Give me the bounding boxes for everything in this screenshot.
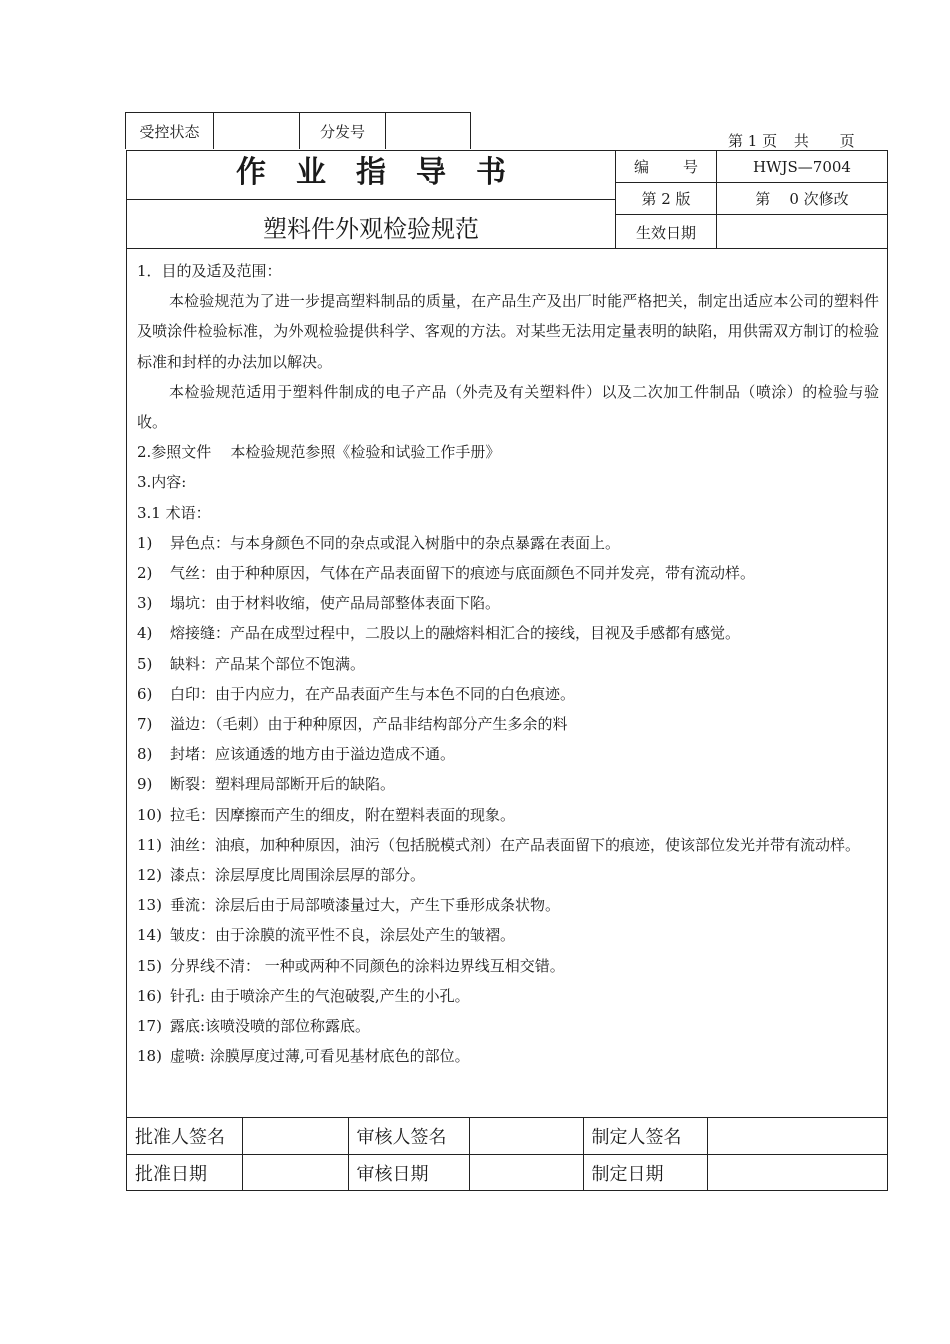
list-item-number: 6) bbox=[137, 684, 153, 703]
list-item-text: 断裂：塑料理局部断开后的缺陷。 bbox=[170, 775, 396, 794]
list-item-text: 熔接缝：产品在成型过程中，二股以上的融熔料相汇合的接线，目视及手感都有感觉。 bbox=[170, 624, 741, 643]
list-item bbox=[137, 1011, 879, 1041]
list-item bbox=[137, 709, 879, 739]
review-date-field[interactable] bbox=[469, 1155, 583, 1192]
list-item-text: 露底:该喷没喷的部位称露底。 bbox=[170, 1017, 371, 1036]
section-1-title: 1．目的及适及范围： bbox=[137, 262, 282, 280]
signature-table bbox=[126, 1117, 888, 1191]
section-3: 3.内容: bbox=[137, 473, 187, 492]
maker-sign-field[interactable] bbox=[707, 1118, 887, 1155]
review-date-label: 审核日期 bbox=[348, 1155, 469, 1192]
list-item-number: 7) bbox=[137, 715, 153, 734]
code-label-b: 号 bbox=[683, 158, 699, 176]
code-label-a: 编 bbox=[633, 158, 649, 176]
reviewer-sign-label: 审核人签名 bbox=[348, 1118, 469, 1155]
list-item-number: 5) bbox=[137, 654, 153, 673]
dist-label: 分发号 bbox=[300, 113, 386, 149]
maker-sign-label: 制定人签名 bbox=[583, 1118, 707, 1155]
code-label bbox=[616, 151, 716, 182]
section-2: 2.参照文件 本检验规范参照《检验和试验工作手册》 bbox=[137, 443, 501, 462]
revision: 第 0 次修改 bbox=[755, 190, 849, 208]
list-item-text: 漆点：涂层厚度比周围涂层厚的部分。 bbox=[170, 866, 426, 885]
list-item bbox=[137, 800, 879, 830]
list-item bbox=[137, 1041, 879, 1071]
list-item-number: 3) bbox=[137, 594, 153, 613]
list-item-text: 气丝：由于种种原因，气体在产品表面留下的痕迹与底面颜色不同并发亮，带有流动样。 bbox=[170, 564, 756, 583]
list-item bbox=[137, 769, 879, 799]
page-number: 第 1 页 bbox=[728, 132, 778, 150]
page-total-suffix: 页 bbox=[839, 132, 855, 150]
section-1-paragraph-1: 本检验规范为了进一步提高塑料制品的质量，在产品生产及出厂时能严格把关，制定出适应本公司的塑料件及喷涂件检验标准，为外观检验提供科学、客观的方法。对某些无法用定量表明的缺陷，用供需双方制订的检验标准和封样的办法加以解决。 bbox=[137, 292, 879, 371]
page-title: 作业指导书 bbox=[236, 155, 536, 190]
make-date-label: 制定日期 bbox=[583, 1155, 707, 1192]
list-item bbox=[137, 890, 879, 920]
list-item bbox=[137, 588, 879, 618]
list-item-text: 拉毛：因摩擦而产生的细皮，附在塑料表面的现象。 bbox=[170, 805, 516, 824]
list-item-number: 2) bbox=[137, 564, 153, 583]
code-value: HWJS—7004 bbox=[753, 157, 851, 176]
terms-list bbox=[137, 528, 879, 1072]
control-box bbox=[125, 112, 471, 149]
list-item bbox=[137, 830, 879, 860]
page-total-prefix: 共 bbox=[793, 132, 809, 150]
list-item-text: 封堵：应该通透的地方由于溢边造成不通。 bbox=[170, 745, 456, 764]
make-date-field[interactable] bbox=[707, 1155, 887, 1192]
document-header bbox=[126, 150, 888, 249]
list-item bbox=[137, 739, 879, 769]
list-item-number: 16) bbox=[137, 986, 162, 1005]
list-item-number: 13) bbox=[137, 896, 162, 915]
list-item-number: 1) bbox=[137, 533, 153, 552]
reviewer-sign-field[interactable] bbox=[469, 1118, 583, 1155]
list-item bbox=[137, 618, 879, 648]
list-item bbox=[137, 920, 879, 950]
status-label: 受控状态 bbox=[126, 113, 214, 149]
dist-value bbox=[386, 113, 470, 149]
list-item-number: 11) bbox=[137, 835, 162, 854]
list-item-text: 针孔: 由于喷涂产生的气泡破裂,产生的小孔。 bbox=[170, 986, 470, 1005]
effective-date-label: 生效日期 bbox=[635, 223, 696, 242]
list-item-number: 9) bbox=[137, 775, 153, 794]
effective-date-value bbox=[717, 215, 887, 249]
list-item-text: 塌坑：由于材料收缩，使产品局部整体表面下陷。 bbox=[170, 594, 501, 613]
list-item-number: 4) bbox=[137, 624, 153, 643]
status-value bbox=[214, 113, 300, 149]
section-3-1: 3.1 术语： bbox=[137, 503, 211, 522]
list-item-text: 异色点：与本身颜色不同的杂点或混入树脂中的杂点暴露在表面上。 bbox=[170, 533, 621, 552]
document-body bbox=[126, 248, 888, 1118]
section-1-paragraph-2: 本检验规范适用于塑料件制成的电子产品（外壳及有关塑料件）以及二次加工件制品（喷涂）的检验与验收。 bbox=[137, 382, 879, 432]
list-item-number: 17) bbox=[137, 1017, 162, 1036]
list-item-text: 虚喷: 涂膜厚度过薄,可看见基材底色的部位。 bbox=[170, 1047, 470, 1066]
list-item bbox=[137, 860, 879, 890]
approver-sign-field[interactable] bbox=[242, 1118, 348, 1155]
page-info bbox=[728, 130, 855, 151]
list-item-text: 白印：由于内应力，在产品表面产生与本色不同的白色痕迹。 bbox=[170, 684, 576, 703]
approver-sign-label: 批准人签名 bbox=[127, 1118, 242, 1155]
list-item-number: 10) bbox=[137, 805, 162, 824]
list-item-number: 18) bbox=[137, 1047, 162, 1066]
edition: 第 2 版 bbox=[641, 190, 691, 208]
list-item-text: 缺料：产品某个部位不饱满。 bbox=[170, 654, 366, 673]
approve-date-label: 批准日期 bbox=[127, 1155, 242, 1192]
list-item-number: 15) bbox=[137, 956, 162, 975]
list-item bbox=[137, 679, 879, 709]
approve-date-field[interactable] bbox=[242, 1155, 348, 1192]
list-item-text: 溢边：（毛刺）由于种种原因，产品非结构部分产生多余的料 bbox=[170, 715, 568, 734]
list-item-number: 14) bbox=[137, 926, 162, 945]
title-divider bbox=[127, 199, 615, 200]
list-item-text: 分界线不清： 一种或两种不同颜色的涂料边界线互相交错。 bbox=[170, 956, 565, 975]
list-item-text: 皱皮：由于涂膜的流平性不良，涂层处产生的皱褶。 bbox=[170, 926, 516, 945]
list-item bbox=[137, 981, 879, 1011]
list-item bbox=[137, 951, 879, 981]
list-item bbox=[137, 649, 879, 679]
list-item-text: 油丝：油痕，加种种原因，油污（包括脱模式剂）在产品表面留下的痕迹，使该部位发光并带有流动样。 bbox=[170, 835, 861, 854]
list-item-text: 垂流：涂层后由于局部喷漆量过大，产生下垂形成条状物。 bbox=[170, 896, 561, 915]
document-subtitle: 塑料件外观检验规范 bbox=[263, 215, 479, 243]
list-item-number: 12) bbox=[137, 866, 162, 885]
list-item bbox=[137, 558, 879, 588]
list-item bbox=[137, 528, 879, 558]
list-item-number: 8) bbox=[137, 745, 153, 764]
